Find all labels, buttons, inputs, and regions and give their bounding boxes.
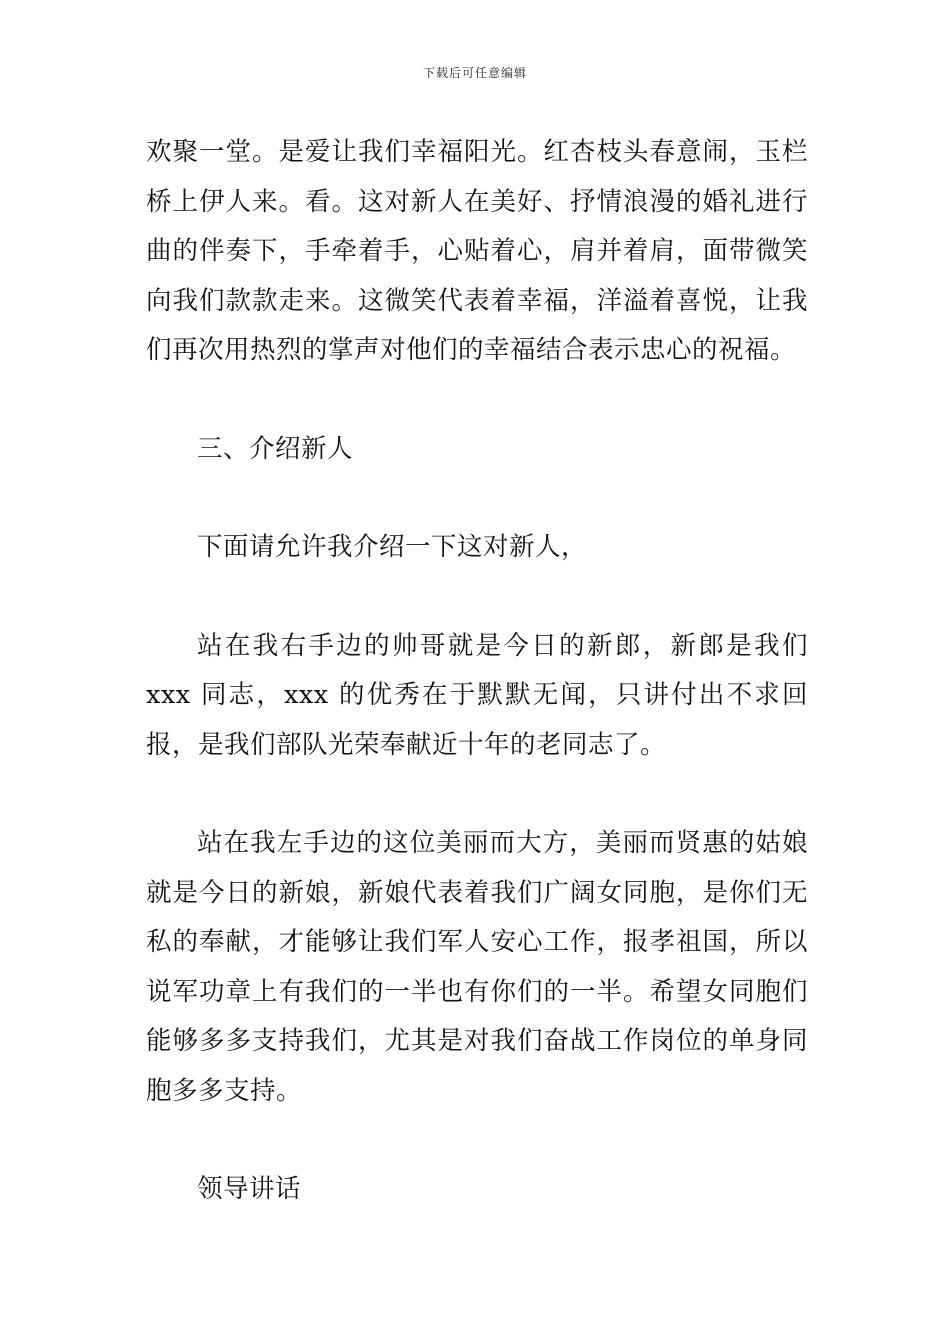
paragraph-bride: 站在我左手边的这位美丽而大方，美丽而贤惠的姑娘就是今日的新娘，新娘代表着我们广阔女同胞，是你们无私的奉献，才能够让我们军人安心工作，报孝祖国，所以说军功章上有我们的一半也有你们的一半。希望女同胞们能够多多支持我们，尤其是对我们奋战工作岗位的单身同胞多多支持。 <box>146 828 808 1106</box>
paragraph-introduction: 下面请允许我介绍一下这对新人， <box>197 532 588 562</box>
section-heading-introduce-couple: 三、介绍新人 <box>197 433 354 464</box>
page-header-note: 下载后可任意编辑 <box>422 66 527 80</box>
document-body <box>146 128 808 1215</box>
paragraph-opening: 欢聚一堂。是爱让我们幸福阳光。红杏枝头春意闹，玉栏桥上伊人来。看。这对新人在美好、抒情浪漫的婚礼进行曲的伴奏下，手牵着手，心贴着心，肩并着肩，面带微笑向我们款款走来。这微笑代表着幸福，洋溢着喜悦，让我们再次用热烈的掌声对他们的幸福结合表示忠心的祝福。 <box>146 137 808 365</box>
section-heading-leader-speech: 领导讲话 <box>197 1174 302 1204</box>
paragraph-groom: 站在我右手边的帅哥就是今日的新郎，新郎是我们 xxx 同志，xxx 的优秀在于默默无闻，只讲付出不求回报，是我们部队光荣奉献近十年的老同志了。 <box>146 630 808 760</box>
